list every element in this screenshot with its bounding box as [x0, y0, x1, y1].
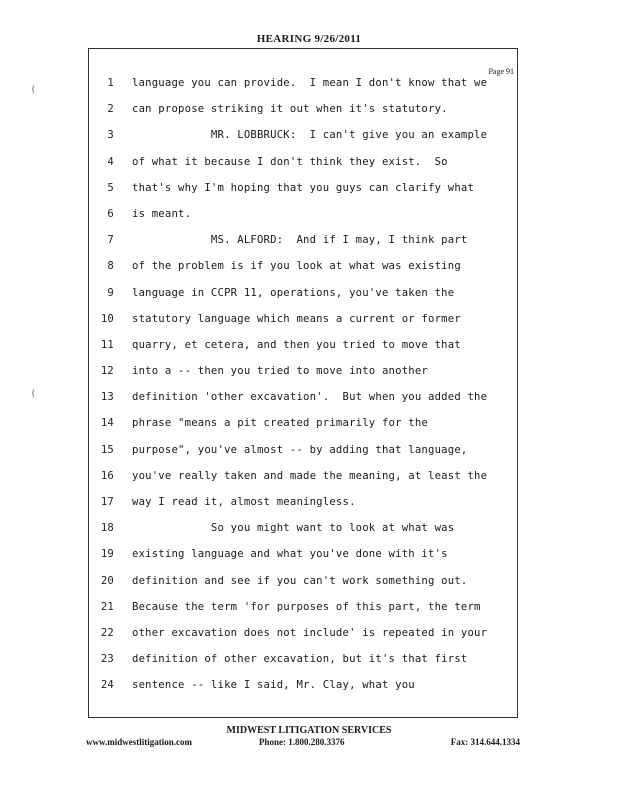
transcript-line: [92, 201, 516, 227]
transcript-line: [92, 175, 516, 201]
line-text: quarry, et cetera, and then you tried to move that: [132, 338, 461, 351]
footer-website: www.midwestlitigation.com: [86, 737, 192, 747]
page-number: Page 91: [488, 67, 514, 76]
line-text: Because the term 'for purposes of this part, the term: [132, 600, 481, 613]
line-text: into a -- then you tried to move into another: [132, 365, 429, 378]
line-number: 7: [107, 234, 114, 247]
transcript-line: [92, 332, 516, 358]
line-number: 9: [107, 286, 114, 299]
transcript-line: [92, 410, 516, 436]
line-number: 1: [107, 77, 114, 89]
transcript-line: [92, 122, 516, 148]
line-number: 13: [100, 391, 114, 404]
transcript-line: [92, 646, 516, 672]
line-number: 15: [100, 443, 114, 456]
line-text: of what it because I don't think they exist. So: [132, 155, 448, 168]
footer-company: MIDWEST LITIGATION SERVICES: [226, 725, 392, 736]
margin-mark-middle: {: [31, 388, 36, 398]
transcript-line: [92, 358, 516, 384]
line-number: 21: [100, 600, 114, 613]
transcript-line: [92, 594, 516, 620]
line-text: you've really taken and made the meaning, at least the: [132, 469, 488, 482]
footer-fax: Fax: 314.644.1334: [450, 737, 520, 747]
page-header-title: HEARING 9/26/2011: [256, 33, 362, 45]
line-number: 23: [100, 653, 114, 666]
line-number: 8: [107, 260, 114, 273]
line-number: 20: [100, 574, 114, 587]
line-text: definition and see if you can't work something out.: [132, 574, 468, 587]
line-text: language you can provide. I mean I don't know that we: [132, 77, 488, 89]
transcript-line: [92, 437, 516, 463]
line-number: 11: [100, 338, 114, 351]
line-number: 22: [100, 626, 114, 639]
line-text: existing language and what you've done with it's: [132, 548, 448, 561]
line-number: 3: [107, 129, 114, 142]
line-text: way I read it, almost meaningless.: [132, 496, 356, 508]
line-text: statutory language which means a current or former: [132, 312, 461, 325]
transcript-line: [92, 306, 516, 332]
line-text: language in CCPR 11, operations, you've taken the: [132, 286, 455, 299]
line-text: definition 'other excavation'. But when you added the: [132, 391, 488, 404]
transcript-line: [92, 463, 516, 489]
transcript-line: [92, 489, 516, 515]
transcript-line: [92, 280, 516, 306]
line-text: other excavation does not include' is repeated in your: [132, 626, 488, 639]
transcript-line: [92, 149, 516, 175]
transcript-line: [92, 96, 516, 122]
line-text: is meant.: [132, 207, 192, 220]
line-number: 18: [100, 522, 114, 535]
line-number: 4: [107, 155, 114, 168]
line-number: 14: [100, 417, 114, 430]
transcript-line: [92, 70, 516, 96]
line-number: 24: [100, 679, 114, 692]
line-text: definition of other excavation, but it's that first: [132, 653, 468, 666]
line-number: 12: [100, 365, 114, 378]
line-text: phrase "means a pit created primarily for the: [132, 417, 429, 430]
transcript-line: [92, 515, 516, 541]
line-text: can propose striking it out when it's statutory.: [132, 103, 448, 116]
transcript-lines: [92, 70, 516, 699]
line-text: sentence -- like I said, Mr. Clay, what you: [132, 679, 415, 692]
line-number: 19: [100, 548, 114, 561]
line-number: 5: [107, 181, 114, 194]
footer-phone: Phone: 1.800.280.3376: [259, 737, 345, 747]
transcript-line: [92, 620, 516, 646]
transcript-line: [92, 672, 516, 698]
line-number: 10: [100, 312, 114, 325]
line-number: 16: [100, 469, 114, 482]
line-number: 2: [107, 103, 114, 116]
line-text: purpose", you've almost -- by adding that language,: [132, 443, 468, 456]
line-text: MS. ALFORD: And if I may, I think part: [132, 234, 468, 247]
line-number: 6: [107, 207, 114, 220]
margin-mark-top: {: [31, 84, 36, 94]
line-text: So you might want to look at what was: [132, 522, 455, 535]
line-text: MR. LOBBRUCK: I can't give you an example: [132, 129, 488, 142]
line-number: 17: [100, 496, 114, 508]
transcript-line: [92, 541, 516, 567]
line-text: of the problem is if you look at what was existing: [132, 260, 461, 273]
transcript-line: [92, 384, 516, 410]
transcript-line: [92, 253, 516, 279]
line-text: that's why I'm hoping that you guys can clarify what: [132, 181, 475, 194]
transcript-line: [92, 568, 516, 594]
transcript-line: [92, 227, 516, 253]
